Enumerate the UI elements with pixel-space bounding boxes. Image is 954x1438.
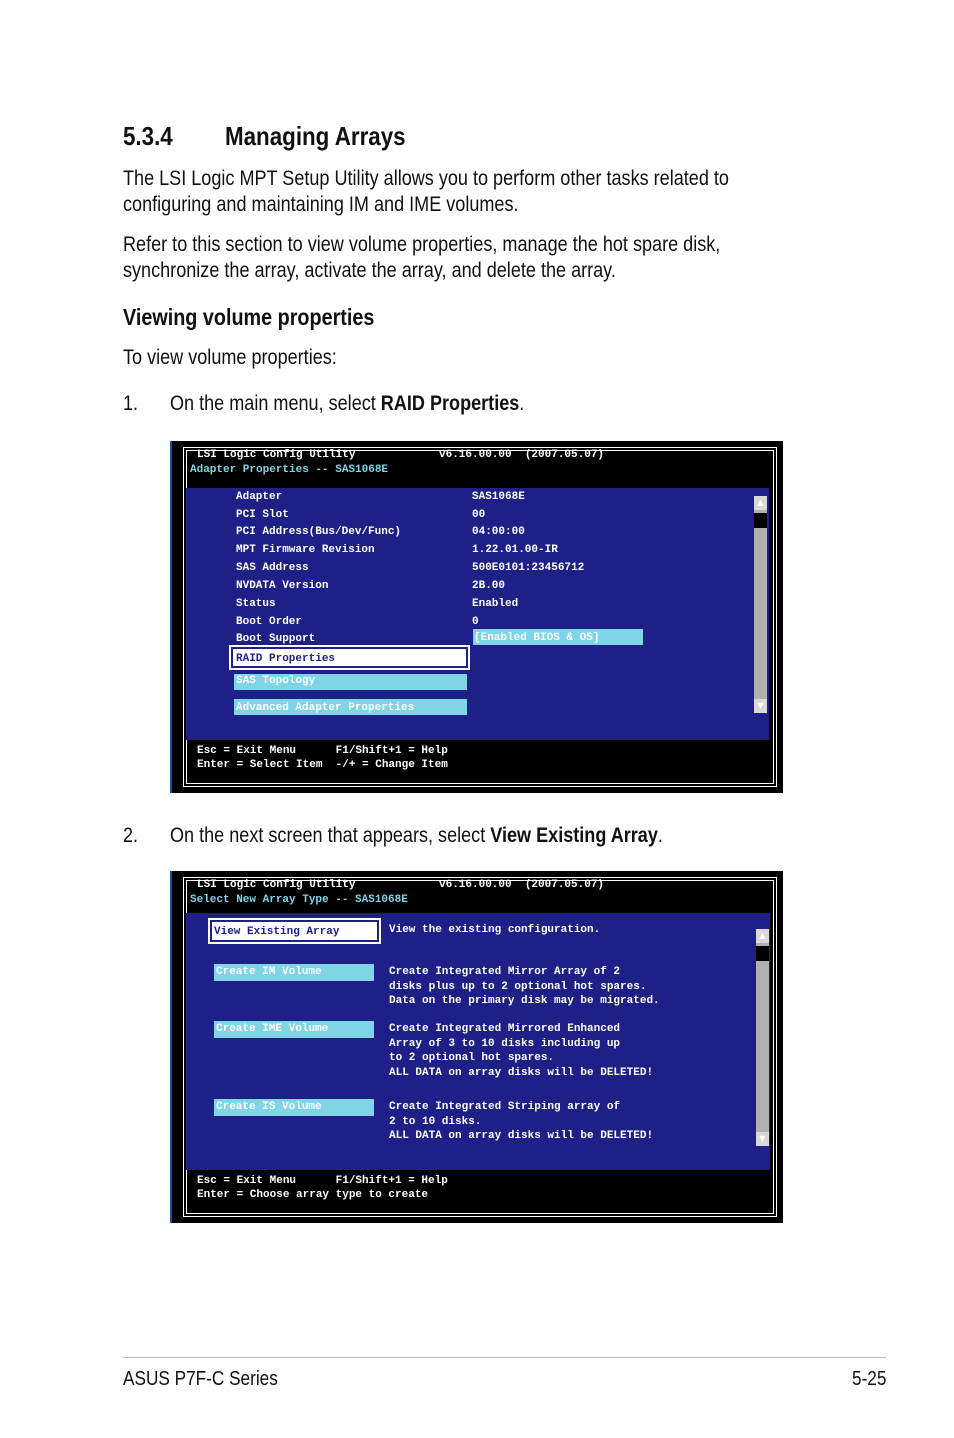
instruction-text: To view volume properties: [123, 346, 337, 369]
option-description: View the existing configuration. [389, 924, 601, 936]
scroll-down-arrow-icon[interactable]: ▼ [757, 1133, 768, 1145]
step-emphasis: View Existing Array [490, 824, 658, 847]
property-label: PCI Address(Bus/Dev/Func) [236, 526, 402, 538]
property-value: 2B.00 [472, 580, 506, 592]
intro-paragraph-1: The LSI Logic MPT Setup Utility allows you to perform other tasks related to configuring and maintaining IM and IME volumes. [123, 167, 729, 216]
utility-title: LSI Logic Config Utility [197, 449, 356, 461]
step-number: 2. [123, 824, 139, 847]
section-title: Managing Arrays [225, 121, 406, 151]
property-label: Boot Order [236, 616, 303, 628]
utility-version: v6.16.00.00 (2007.05.07) [439, 449, 605, 461]
property-value: 04:00:00 [472, 526, 525, 538]
utility-title: LSI Logic Config Utility [197, 879, 356, 891]
scroll-up-arrow-icon[interactable]: ▲ [757, 930, 768, 942]
step-text [170, 391, 524, 417]
advanced-adapter-properties-label: Advanced Adapter Properties [236, 702, 415, 714]
option-description: Create Integrated Striping array of 2 to 10 disks. ALL DATA on array disks will be DELETED! [389, 1101, 654, 1143]
step-text [170, 823, 663, 849]
view-existing-array-option[interactable] [208, 918, 381, 944]
property-value: 0 [472, 616, 479, 628]
bios-screenshot-select-array-type [170, 871, 783, 1223]
bios-screenshot-adapter-properties [170, 441, 783, 793]
footer-keys-line-2: Enter = Choose array type to create [197, 1189, 429, 1201]
scroll-thumb[interactable] [756, 946, 769, 961]
create-ime-volume-label: Create IME Volume [216, 1023, 329, 1035]
footer-keys-line-1: Esc = Exit Menu F1/Shift+1 = Help [197, 1175, 448, 1187]
footer-product: ASUS P7F-C Series [123, 1368, 278, 1390]
screen-subtitle: Select New Array Type -- SAS1068E [190, 894, 408, 906]
screen-subtitle: Adapter Properties -- SAS1068E [190, 464, 389, 476]
step-text-post: . [657, 824, 663, 847]
utility-version: v6.16.00.00 (2007.05.07) [439, 879, 605, 891]
property-label: NVDATA Version [236, 580, 329, 592]
raid-properties-label: RAID Properties [236, 653, 336, 665]
option-description: Create Integrated Mirrored Enhanced Array of 3 to 10 disks including up to 2 optional hot spares. ALL DATA on array disks will be DELETED! [389, 1023, 654, 1079]
create-is-volume-option[interactable] [214, 1099, 374, 1116]
intro-paragraph-2: Refer to this section to view volume properties, manage the hot spare disk, synchronize the array, activate the array, and delete the array. [123, 233, 721, 282]
scrollbar[interactable] [756, 929, 769, 1146]
scroll-down-arrow-icon[interactable]: ▼ [755, 700, 766, 712]
footer-keys-line-1: Esc = Exit Menu F1/Shift+1 = Help [197, 745, 448, 757]
property-value: SAS1068E [472, 491, 525, 503]
advanced-adapter-properties-item[interactable] [234, 699, 467, 715]
property-label: Boot Support [236, 633, 316, 645]
scroll-up-arrow-icon[interactable]: ▲ [755, 497, 766, 509]
step-number: 1. [123, 392, 139, 415]
property-label: MPT Firmware Revision [236, 544, 375, 556]
step-text-pre: On the next screen that appears, select [170, 824, 491, 847]
option-description: Create Integrated Mirror Array of 2 disks plus up to 2 optional hot spares. Data on the primary disk may be migrated. [389, 966, 660, 1008]
step-text-post: . [519, 392, 525, 415]
boot-support-value[interactable]: [Enabled BIOS & OS] [474, 632, 600, 644]
create-im-volume-label: Create IM Volume [216, 966, 322, 978]
create-is-volume-label: Create IS Volume [216, 1101, 322, 1113]
footer-divider [123, 1357, 886, 1358]
sas-topology-label: SAS Topology [236, 675, 316, 687]
create-im-volume-option[interactable] [214, 964, 374, 981]
section-number: 5.3.4 [123, 121, 173, 151]
scroll-thumb[interactable] [754, 513, 767, 528]
property-value: 00 [472, 509, 486, 521]
footer-keys-line-2: Enter = Select Item -/+ = Change Item [197, 759, 448, 771]
property-value: 1.22.01.00-IR [472, 544, 558, 556]
property-label: Status [236, 598, 276, 610]
subsection-title: Viewing volume properties [123, 304, 375, 330]
raid-properties-item[interactable] [229, 645, 470, 670]
property-label: SAS Address [236, 562, 309, 574]
step-emphasis: RAID Properties [380, 392, 520, 415]
property-label: Adapter [236, 491, 283, 503]
scrollbar[interactable] [754, 496, 767, 713]
page-number: 5-25 [852, 1368, 887, 1390]
step-text-pre: On the main menu, select [170, 392, 381, 415]
view-existing-array-label: View Existing Array [214, 926, 340, 938]
sas-topology-item[interactable] [234, 674, 467, 690]
create-ime-volume-option[interactable] [214, 1021, 374, 1038]
property-value: Enabled [472, 598, 519, 610]
property-value: 500E0101:23456712 [472, 562, 585, 574]
property-label: PCI Slot [236, 509, 289, 521]
